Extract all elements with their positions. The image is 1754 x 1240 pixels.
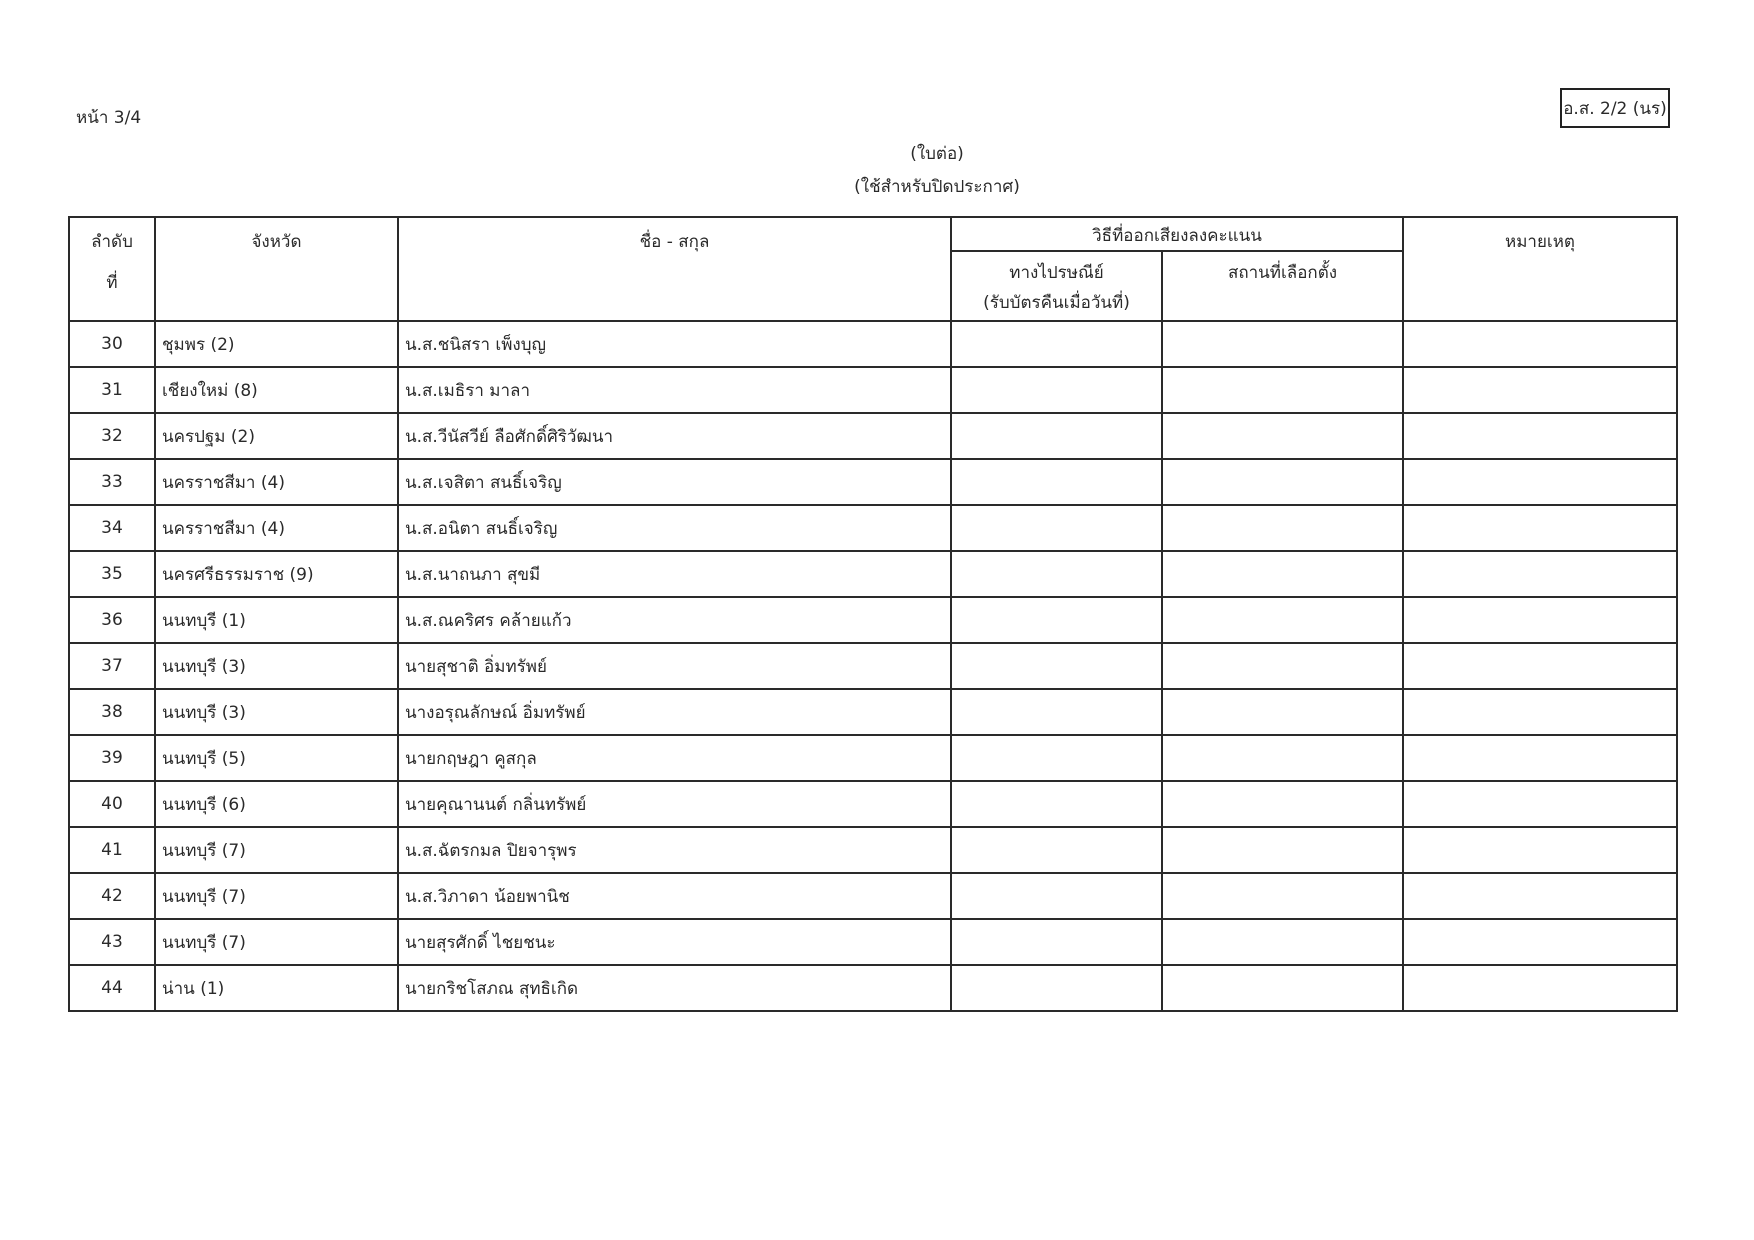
- row-province: นครราชสีมา (4): [155, 505, 398, 551]
- row-number: 32: [69, 413, 155, 459]
- row-remarks-cell: [1403, 781, 1677, 827]
- table-row: [69, 689, 1677, 735]
- row-postal-cell: [951, 643, 1162, 689]
- row-polling-cell: [1162, 643, 1403, 689]
- row-name: น.ส.ณคริศร คล้ายแก้ว: [398, 597, 951, 643]
- row-province: นครราชสีมา (4): [155, 459, 398, 505]
- form-code-box: [1560, 88, 1670, 128]
- row-postal-cell: [951, 459, 1162, 505]
- page-number: หน้า 3/4: [76, 108, 142, 128]
- header-province: จังหวัด: [155, 217, 398, 321]
- row-postal-cell: [951, 367, 1162, 413]
- header-remarks: หมายเหตุ: [1403, 217, 1677, 321]
- row-remarks-cell: [1403, 459, 1677, 505]
- table-row: [69, 459, 1677, 505]
- row-province: นนทบุรี (1): [155, 597, 398, 643]
- row-remarks-cell: [1403, 689, 1677, 735]
- table-row: [69, 781, 1677, 827]
- row-number: 38: [69, 689, 155, 735]
- row-name: น.ส.วิภาดา น้อยพานิช: [398, 873, 951, 919]
- table-row: [69, 367, 1677, 413]
- header-polling-place: สถานที่เลือกตั้ง: [1162, 251, 1403, 321]
- row-province: น่าน (1): [155, 965, 398, 1011]
- header-order-line1: ลำดับ: [91, 232, 133, 252]
- table-body: [69, 321, 1677, 1011]
- row-province: ชุมพร (2): [155, 321, 398, 367]
- row-polling-cell: [1162, 965, 1403, 1011]
- row-name: นางอรุณลักษณ์ อิ่มทรัพย์: [398, 689, 951, 735]
- row-number: 41: [69, 827, 155, 873]
- row-polling-cell: [1162, 873, 1403, 919]
- row-province: นนทบุรี (7): [155, 873, 398, 919]
- header-postal-line1: ทางไปรษณีย์: [1009, 263, 1104, 283]
- header-order-line2: ที่: [106, 273, 118, 293]
- row-province: นครศรีธรรมราช (9): [155, 551, 398, 597]
- row-number: 36: [69, 597, 155, 643]
- row-name: น.ส.นาถนภา สุขมี: [398, 551, 951, 597]
- row-province: นนทบุรี (7): [155, 827, 398, 873]
- row-name: นายสุรศักดิ์ ไชยชนะ: [398, 919, 951, 965]
- row-polling-cell: [1162, 735, 1403, 781]
- row-remarks-cell: [1403, 873, 1677, 919]
- row-province: นครปฐม (2): [155, 413, 398, 459]
- row-remarks-cell: [1403, 643, 1677, 689]
- row-name: น.ส.เจสิตา สนธิ์เจริญ: [398, 459, 951, 505]
- row-number: 43: [69, 919, 155, 965]
- row-province: นนทบุรี (3): [155, 689, 398, 735]
- table-row: [69, 505, 1677, 551]
- row-remarks-cell: [1403, 919, 1677, 965]
- row-polling-cell: [1162, 413, 1403, 459]
- table-row: [69, 413, 1677, 459]
- row-name: น.ส.ฉัตรกมล ปิยจารุพร: [398, 827, 951, 873]
- table-row: [69, 597, 1677, 643]
- row-polling-cell: [1162, 459, 1403, 505]
- row-polling-cell: [1162, 505, 1403, 551]
- row-remarks-cell: [1403, 505, 1677, 551]
- table-row: [69, 873, 1677, 919]
- row-polling-cell: [1162, 689, 1403, 735]
- row-name: นายกริชโสภณ สุทธิเกิด: [398, 965, 951, 1011]
- table-row: [69, 643, 1677, 689]
- row-number: 37: [69, 643, 155, 689]
- row-number: 40: [69, 781, 155, 827]
- row-number: 31: [69, 367, 155, 413]
- row-postal-cell: [951, 413, 1162, 459]
- row-province: นนทบุรี (6): [155, 781, 398, 827]
- row-name: น.ส.อนิตา สนธิ์เจริญ: [398, 505, 951, 551]
- header-postal: [951, 251, 1162, 321]
- row-name: นายสุชาติ อิ่มทรัพย์: [398, 643, 951, 689]
- row-postal-cell: [951, 505, 1162, 551]
- row-name: น.ส.เมธิรา มาลา: [398, 367, 951, 413]
- row-postal-cell: [951, 919, 1162, 965]
- row-name: นายคุณานนต์ กลิ่นทรัพย์: [398, 781, 951, 827]
- header-voting-method: วิธีที่ออกเสียงลงคะแนน: [951, 217, 1403, 251]
- continuation-title: (ใบต่อ): [910, 144, 964, 164]
- row-postal-cell: [951, 827, 1162, 873]
- row-polling-cell: [1162, 551, 1403, 597]
- row-number: 39: [69, 735, 155, 781]
- row-postal-cell: [951, 321, 1162, 367]
- row-number: 34: [69, 505, 155, 551]
- row-polling-cell: [1162, 597, 1403, 643]
- purpose-title: (ใช้สำหรับปิดประกาศ): [854, 177, 1020, 197]
- row-remarks-cell: [1403, 551, 1677, 597]
- row-postal-cell: [951, 597, 1162, 643]
- row-number: 42: [69, 873, 155, 919]
- row-remarks-cell: [1403, 597, 1677, 643]
- row-postal-cell: [951, 689, 1162, 735]
- row-remarks-cell: [1403, 367, 1677, 413]
- row-postal-cell: [951, 735, 1162, 781]
- table-row: [69, 735, 1677, 781]
- row-province: นนทบุรี (7): [155, 919, 398, 965]
- row-polling-cell: [1162, 321, 1403, 367]
- table-row: [69, 827, 1677, 873]
- row-name: นายกฤษฎา คูสกุล: [398, 735, 951, 781]
- row-postal-cell: [951, 781, 1162, 827]
- row-polling-cell: [1162, 367, 1403, 413]
- row-remarks-cell: [1403, 965, 1677, 1011]
- row-remarks-cell: [1403, 735, 1677, 781]
- form-code: อ.ส. 2/2 (นร): [1563, 98, 1667, 119]
- row-name: น.ส.ชนิสรา เพ็งบุญ: [398, 321, 951, 367]
- row-polling-cell: [1162, 827, 1403, 873]
- row-postal-cell: [951, 551, 1162, 597]
- row-province: นนทบุรี (5): [155, 735, 398, 781]
- row-number: 33: [69, 459, 155, 505]
- row-polling-cell: [1162, 919, 1403, 965]
- table-row: [69, 965, 1677, 1011]
- row-remarks-cell: [1403, 413, 1677, 459]
- row-province: เชียงใหม่ (8): [155, 367, 398, 413]
- row-number: 35: [69, 551, 155, 597]
- row-name: น.ส.วีนัสวีย์ ลือศักดิ์ศิริวัฒนา: [398, 413, 951, 459]
- voter-table: [68, 216, 1678, 1012]
- row-postal-cell: [951, 965, 1162, 1011]
- header-name: ชื่อ - สกุล: [398, 217, 951, 321]
- row-number: 44: [69, 965, 155, 1011]
- table-row: [69, 919, 1677, 965]
- header-order: [69, 217, 155, 321]
- row-number: 30: [69, 321, 155, 367]
- row-remarks-cell: [1403, 321, 1677, 367]
- row-polling-cell: [1162, 781, 1403, 827]
- table-row: [69, 551, 1677, 597]
- table-row: [69, 321, 1677, 367]
- header-postal-line2: (รับบัตรคืนเมื่อวันที่): [983, 293, 1130, 313]
- row-postal-cell: [951, 873, 1162, 919]
- row-remarks-cell: [1403, 827, 1677, 873]
- row-province: นนทบุรี (3): [155, 643, 398, 689]
